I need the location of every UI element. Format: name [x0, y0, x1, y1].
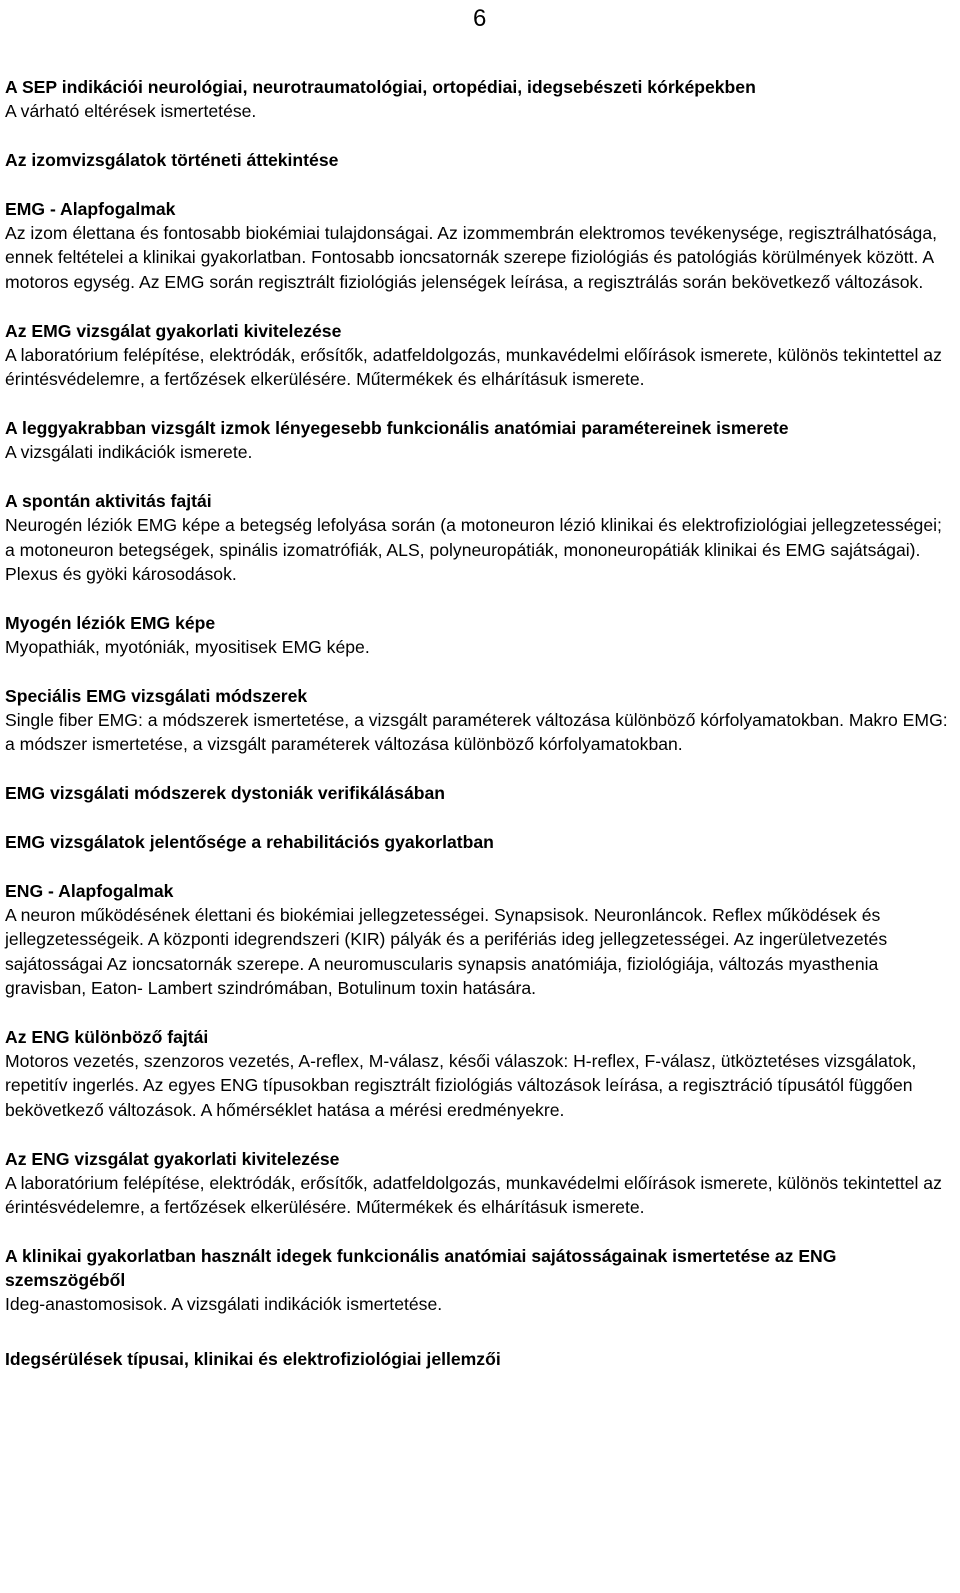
- section-text: A vizsgálati indikációk ismerete.: [5, 442, 253, 463]
- section-text: A laboratórium felépítése, elektródák, erősítők, adatfeldolgozás, munkavédelmi előírások ismerete, különös tekintettel az érintésvédelemre, a fertőzések elkerülésére. Műtermékek és elhárításuk ismerete.: [5, 1172, 942, 1218]
- section-heading: A leggyakrabban vizsgált izmok lényegesebb funkcionális anatómiai paramétereinek ismerete: [5, 417, 789, 438]
- section-heading: Idegsérülések típusai, klinikai és elektrofiziológiai jellemzői: [5, 1348, 501, 1369]
- section-text: Motoros vezetés, szenzoros vezetés, A-reflex, M-válasz, késői válaszok: H-reflex, F-válasz, ütköztetéses vizsgálatok, repetitív ingerlés. Az egyes ENG típusokban regisztrált fiziológiás változások leírása, a regisztráció típusától függően bekövetkező változások. A hőmérséklet hatása a mérési eredményekre.: [5, 1051, 917, 1120]
- page-number: 6: [473, 5, 487, 32]
- section-heading: A spontán aktivitás fajtái: [5, 491, 212, 512]
- section-heading: ENG - Alapfogalmak: [5, 880, 174, 901]
- section-text: A neuron működésének élettani és biokémiai jellegzetességei. Synapsisok. Neuronláncok. Reflex működések és jellegzetességeik. A központi idegrendszeri (KIR) pályák és a perifériás ideg jellegzetességei. Az ingerületvezetés sajátosságai Az ioncsatornák szerepe. A neuromuscularis synapsis anatómiája, fiziológiája, változás myasthenia gravisban, Eaton- Lambert szindrómában, Botulinum toxin hatására.: [5, 905, 888, 999]
- section-heading: Myogén léziók EMG képe: [5, 612, 216, 633]
- document-body: [5, 75, 953, 1371]
- section-text: A várható eltérések ismertetése.: [5, 101, 257, 122]
- section-heading: Az ENG vizsgálat gyakorlati kivitelezése: [5, 1148, 340, 1169]
- section-text: Ideg-anastomosisok. A vizsgálati indikációk ismertetése.: [5, 1294, 443, 1315]
- section-text: Neurogén léziók EMG képe a betegség lefolyása során (a motoneuron lézió klinikai és elektrofiziológiai jellegzetességei; a motoneuron betegségek, spinális izomatrófiák, ALS, polyneuropátiák, mononeuropátiák klinikai és EMG sajátságai). Plexus és gyöki károsodások.: [5, 515, 942, 584]
- section-heading: Az izomvizsgálatok történeti áttekintése: [5, 150, 339, 171]
- section-heading: Az EMG vizsgálat gyakorlati kivitelezése: [5, 320, 342, 341]
- section-heading: Speciális EMG vizsgálati módszerek: [5, 685, 308, 706]
- section-text: Myopathiák, myotóniák, myositisek EMG képe.: [5, 637, 370, 658]
- section-heading: Az ENG különböző fajtái: [5, 1026, 209, 1047]
- section-heading: A klinikai gyakorlatban használt idegek funkcionális anatómiai sajátosságainak ismertetése az ENG szemszögéből: [5, 1245, 837, 1291]
- section-text: Single fiber EMG: a módszerek ismertetése, a vizsgált paraméterek változása különböző kórfolyamatokban. Makro EMG: a módszer ismertetése, a vizsgált paraméterek változása különböző kórfolyamatokban.: [5, 710, 948, 755]
- section-heading: EMG vizsgálati módszerek dystoniák verifikálásában: [5, 783, 446, 804]
- section-text: A laboratórium felépítése, elektródák, erősítők, adatfeldolgozás, munkavédelmi előírások ismerete, különös tekintettel az érintésvédelemre, a fertőzések elkerülésére. Műtermékek és elhárításuk ismerete.: [5, 344, 942, 390]
- section-heading: A SEP indikációi neurológiai, neurotraumatológiai, ortopédiai, idegsebészeti kórképekben: [5, 77, 756, 97]
- section-heading: EMG - Alapfogalmak: [5, 198, 176, 219]
- section-heading: EMG vizsgálatok jelentősége a rehabilitációs gyakorlatban: [5, 832, 494, 853]
- section-text: Az izom élettana és fontosabb biokémiai tulajdonságai. Az izommembrán elektromos tevékenysége, regisztrálhatósága, ennek feltételei a klinikai gyakorlatban. Fontosabb ioncsatornák szerepe fiziológiás és patológiás körülmények között. A motoros egység. Az EMG során regisztrált fiziológiás jelenségek leírása, a regisztrálás során bekövetkező változások.: [5, 223, 937, 292]
